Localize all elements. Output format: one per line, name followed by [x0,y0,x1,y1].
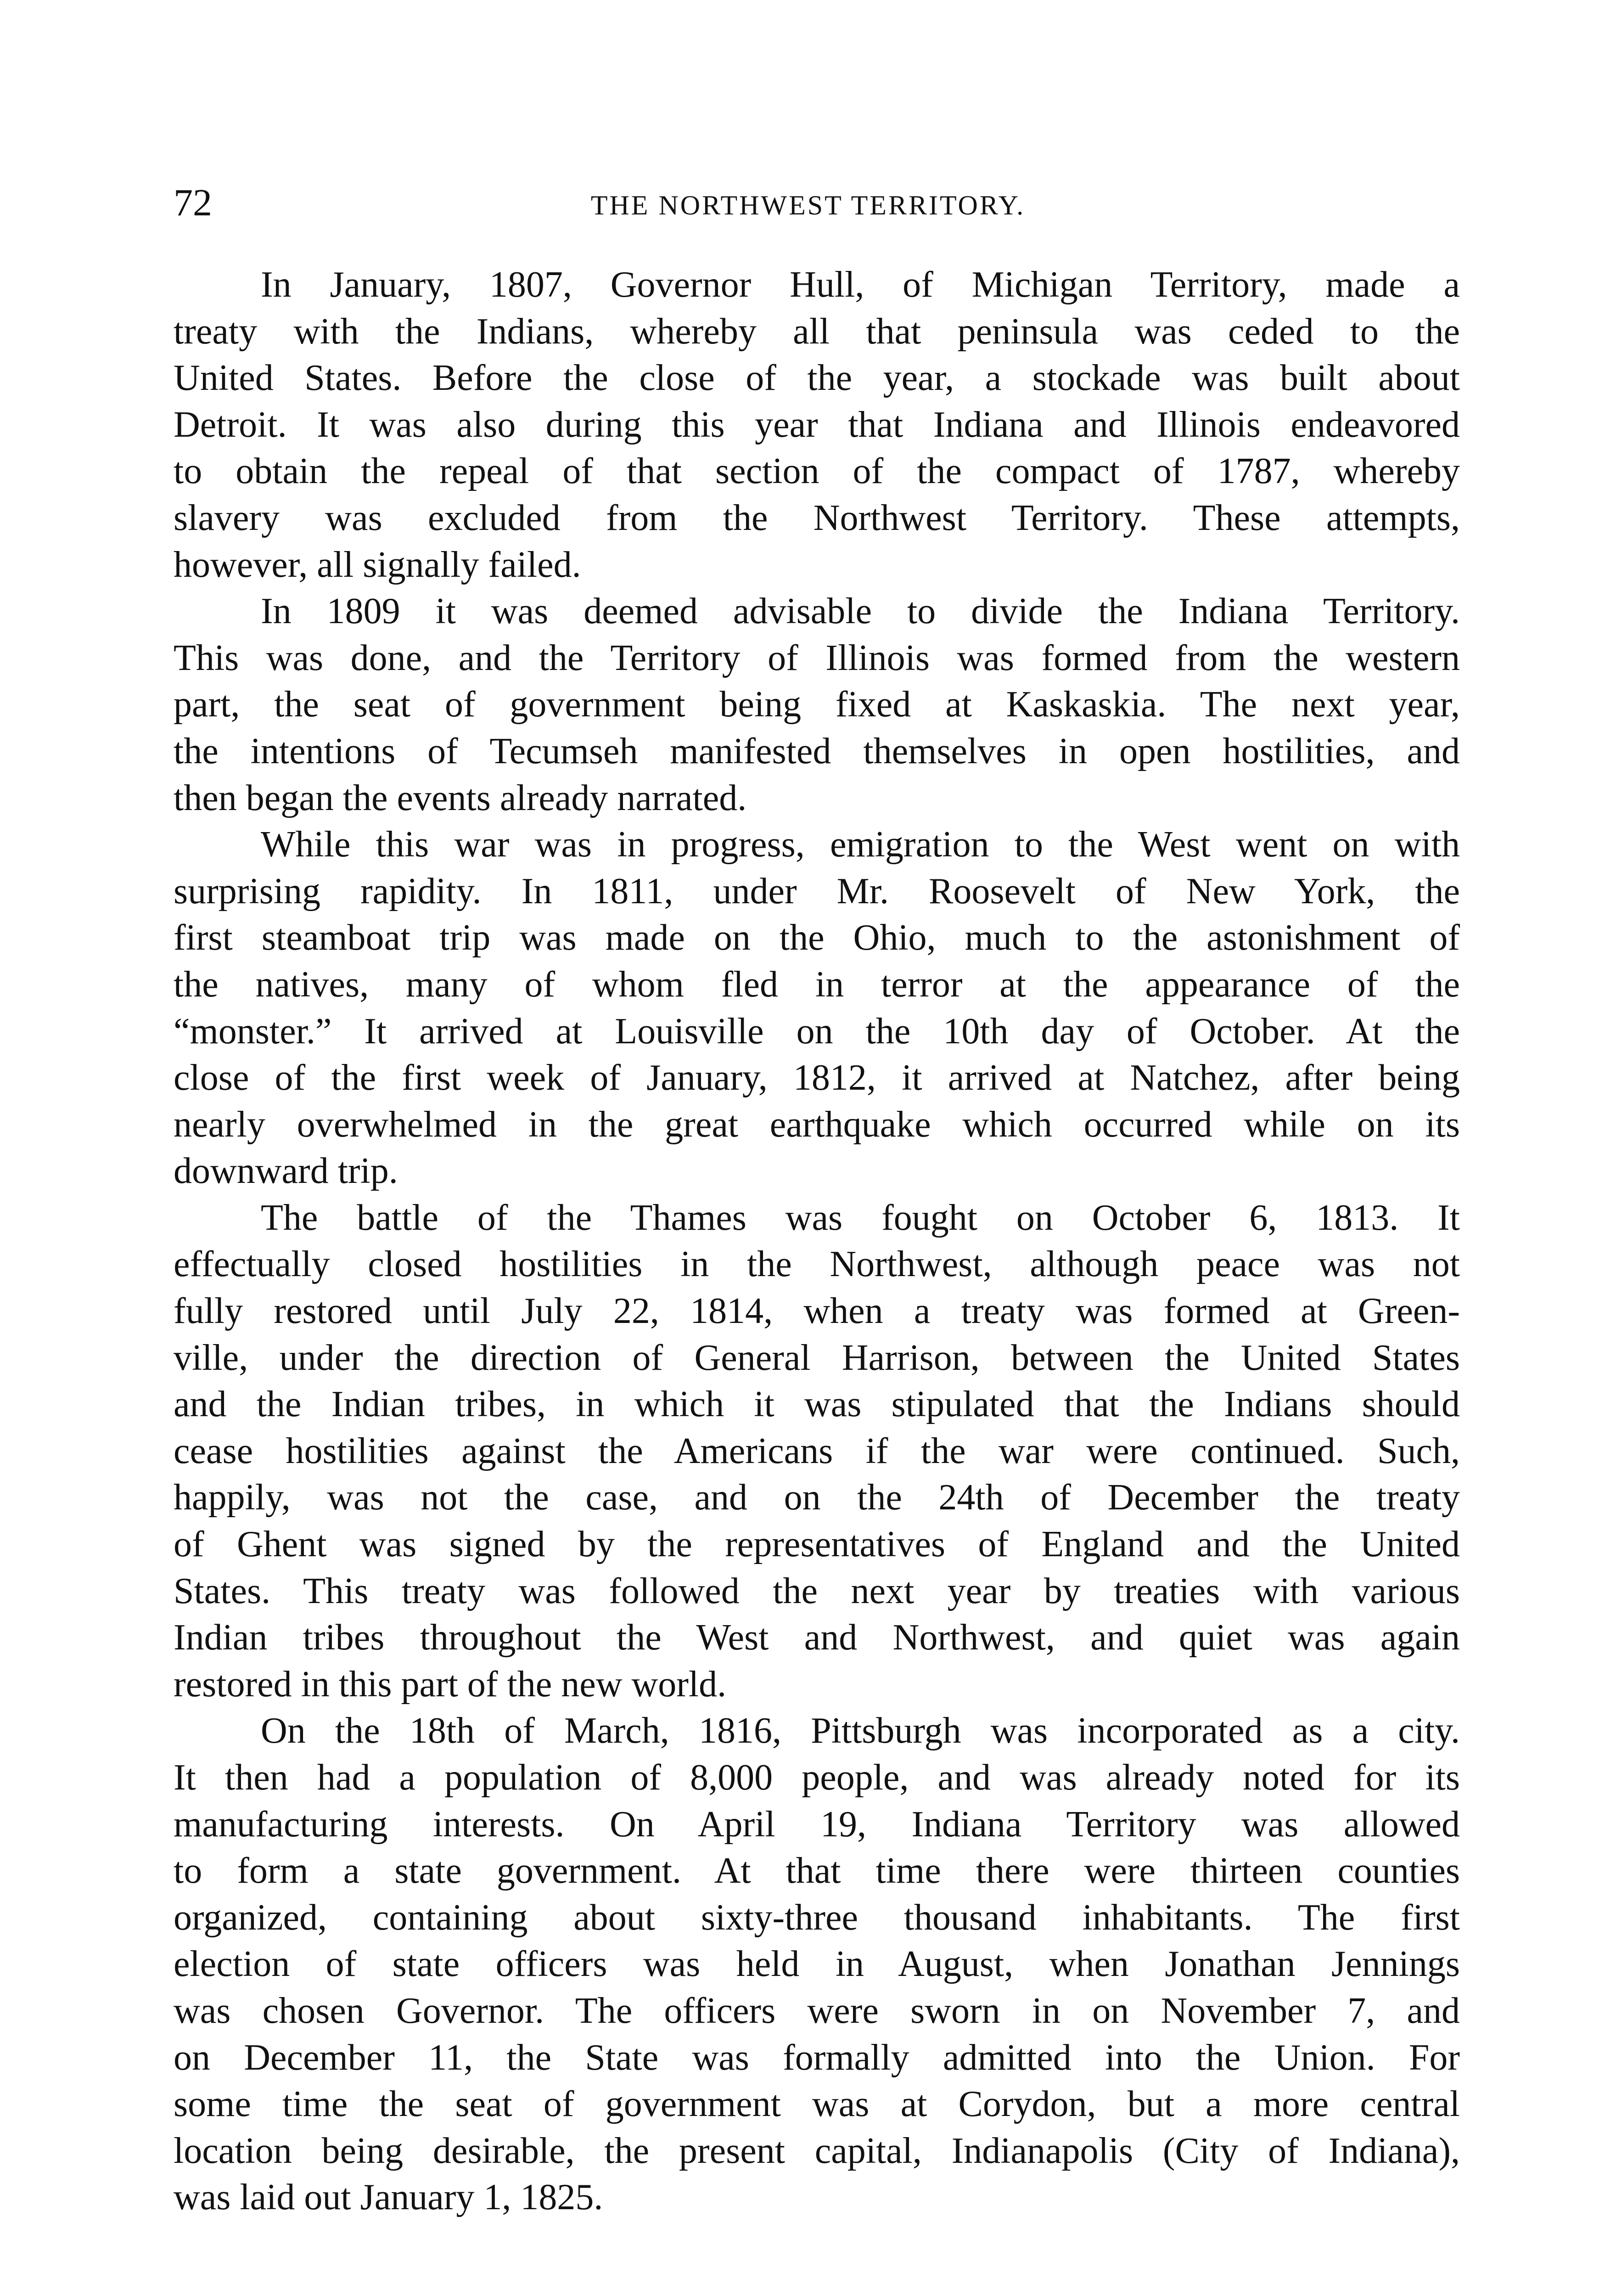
text-line: on December 11, the State was formally admitted into the Union. For [174,2037,1460,2078]
text-line: to obtain the repeal of that section of the compact of 1787, whereby [174,451,1460,492]
text-line: election of state officers was held in August, when Jonathan Jennings [174,1944,1460,1985]
text-line: happily, was not the case, and on the 24th of December the treaty [174,1477,1460,1518]
text-line: While this war was in progress, emigration to the West went on with [261,824,1460,865]
text-line: of Ghent was signed by the representatives of England and the United [174,1524,1460,1565]
paragraph [174,1708,1460,2221]
text-line: and the Indian tribes, in which it was stipulated that the Indians should [174,1384,1460,1425]
text-line: then began the events already narrated. [174,777,747,818]
page-header [174,180,1460,231]
text-line: organized, containing about sixty-three thousand inhabitants. The first [174,1897,1460,1938]
body-text [174,262,1460,2221]
text-line: In January, 1807, Governor Hull, of Michigan Territory, made a [261,264,1460,305]
paragraph [174,822,1460,1195]
text-line: “monster.” It arrived at Louisville on the 10th day of October. At the [174,1011,1460,1052]
text-line: some time the seat of government was at Corydon, but a more central [174,2084,1460,2125]
text-line: States. This treaty was followed the next year by treaties with various [174,1570,1460,1611]
text-line: ville, under the direction of General Harrison, between the United States [174,1337,1460,1378]
text-line: Indian tribes throughout the West and Northwest, and quiet was again [174,1617,1460,1658]
text-line: fully restored until July 22, 1814, when a treaty was formed at Green- [174,1291,1460,1332]
text-line: was laid out January 1, 1825. [174,2177,603,2218]
text-line: first steamboat trip was made on the Ohio, much to the astonishment of [174,917,1460,958]
text-line: This was done, and the Territory of Illinois was formed from the western [174,637,1460,678]
text-line: slavery was excluded from the Northwest Territory. These attempts, [174,497,1460,538]
text-line: close of the first week of January, 1812, it arrived at Natchez, after being [174,1058,1460,1098]
text-line: treaty with the Indians, whereby all that peninsula was ceded to the [174,311,1460,352]
text-line: surprising rapidity. In 1811, under Mr. Roosevelt of New York, the [174,871,1460,912]
running-title: THE NORTHWEST TERRITORY. [590,190,1026,220]
text-line: In 1809 it was deemed advisable to divide the Indiana Territory. [261,591,1460,632]
text-line: Detroit. It was also during this year that Indiana and Illinois endeavored [174,404,1460,445]
text-line: nearly overwhelmed in the great earthquake which occurred while on its [174,1104,1460,1145]
text-line: was chosen Governor. The officers were sworn in on November 7, and [174,1990,1460,2031]
text-line: The battle of the Thames was fought on October 6, 1813. It [261,1197,1460,1238]
text-line: part, the seat of government being fixed at Kaskaskia. The next year, [174,684,1460,725]
text-line: On the 18th of March, 1816, Pittsburgh was incorporated as a city. [261,1711,1460,1751]
text-line: manufacturing interests. On April 19, Indiana Territory was allowed [174,1804,1460,1845]
paragraph [174,588,1460,822]
text-line: however, all signally failed. [174,544,581,585]
text-line: effectually closed hostilities in the Northwest, although peace was not [174,1244,1460,1285]
text-line: cease hostilities against the Americans if the war were continued. Such, [174,1430,1460,1471]
text-line: to form a state government. At that time there were thirteen counties [174,1851,1460,1891]
paragraph [174,1195,1460,1708]
text-line: United States. Before the close of the year, a stockade was built about [174,358,1460,399]
text-line: location being desirable, the present capital, Indianapolis (City of Indiana), [174,2130,1460,2171]
paragraph [174,262,1460,588]
text-line: the intentions of Tecumseh manifested themselves in open hostilities, and [174,731,1460,771]
page-number: 72 [174,181,212,224]
text-line: the natives, many of whom fled in terror at the appearance of the [174,964,1460,1005]
text-line: It then had a population of 8,000 people, and was already noted for its [174,1757,1460,1798]
text-line: downward trip. [174,1151,398,1192]
text-line: restored in this part of the new world. [174,1664,727,1705]
